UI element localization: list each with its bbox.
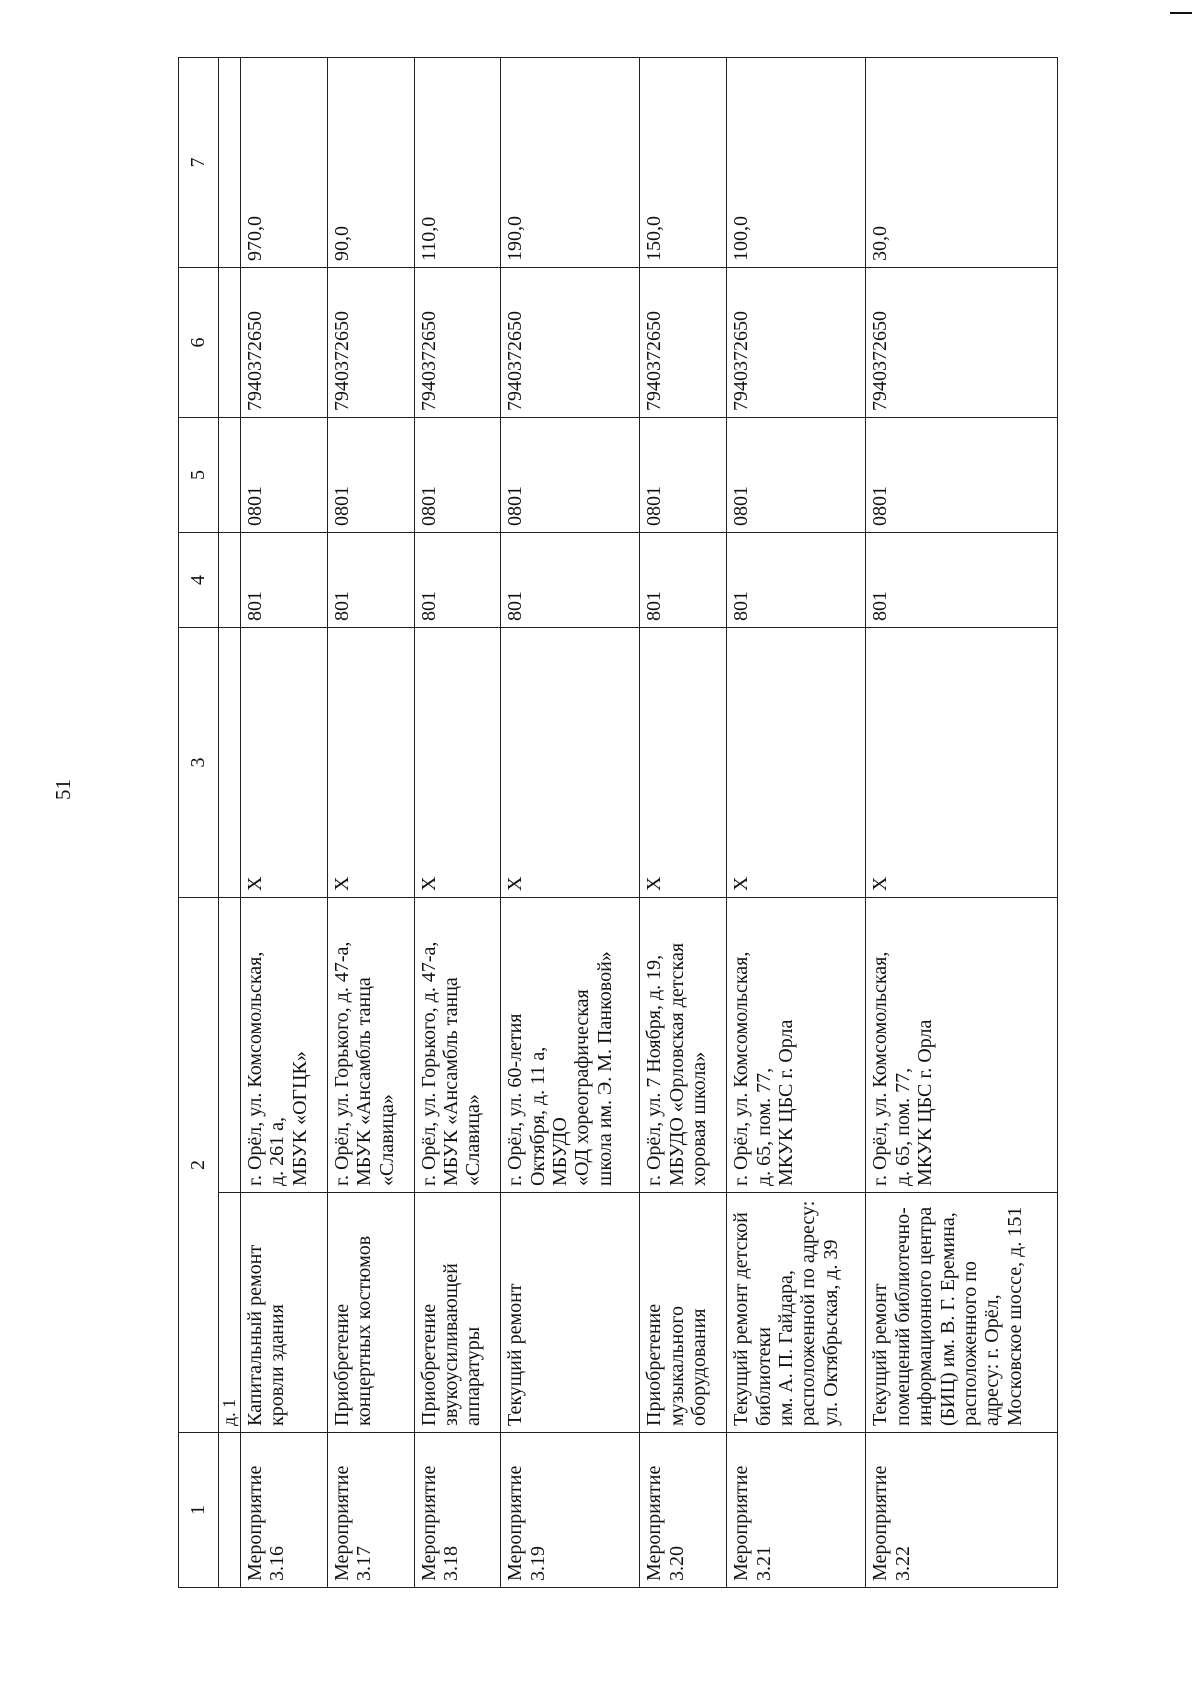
continuation-spacer — [219, 628, 241, 898]
event-address: г. Орёл, ул. 60-летия Октября, д. 11 а, МБУДО «ОД хореографическая школа им. Э. М. Панковой» — [501, 898, 640, 1193]
event-name: Текущий ремонт — [501, 1193, 640, 1433]
cell-col3: Х — [866, 628, 1058, 898]
cell-col5: 0801 — [727, 418, 866, 533]
column-number: 1 — [179, 1433, 219, 1588]
cell-col3: Х — [327, 628, 414, 898]
table-row — [414, 58, 501, 1588]
cell-col7: 150,0 — [640, 58, 727, 268]
column-number: 5 — [179, 418, 219, 533]
cell-col6: 7940372650 — [727, 268, 866, 418]
event-name: Приобретение звукоусиливающей аппаратуры — [414, 1193, 501, 1433]
cell-col4: 801 — [414, 533, 501, 628]
event-name: Капитальный ремонт кровли здания — [241, 1193, 328, 1433]
event-address: г. Орёл, ул. Горького, д. 47-а, МБУК «Ансамбль танца «Славица» — [414, 898, 501, 1193]
event-address: г. Орёл, ул. Комсомольская, д. 65, пом. 77, МКУК ЦБС г. Орла — [727, 898, 866, 1193]
cell-col6: 7940372650 — [241, 268, 328, 418]
continuation-spacer — [219, 898, 241, 1193]
continuation-row — [219, 58, 241, 1588]
column-number: 3 — [179, 628, 219, 898]
table-row — [241, 58, 328, 1588]
continuation-spacer — [219, 268, 241, 418]
cell-col3: Х — [727, 628, 866, 898]
page-number: 51 — [51, 779, 75, 800]
column-number: 4 — [179, 533, 219, 628]
event-address: г. Орёл, ул. Комсомольская, д. 261 а, МБУК «ОГЦК» — [241, 898, 328, 1193]
table-row — [640, 58, 727, 1588]
cell-col7: 30,0 — [866, 58, 1058, 268]
cell-col5: 0801 — [241, 418, 328, 533]
event-id: Мероприятие 3.16 — [241, 1433, 328, 1588]
table-row — [327, 58, 414, 1588]
continuation-spacer — [219, 58, 241, 268]
cell-col5: 0801 — [327, 418, 414, 533]
cell-col4: 801 — [501, 533, 640, 628]
cell-col5: 0801 — [414, 418, 501, 533]
cell-col3: Х — [241, 628, 328, 898]
event-name: Приобретение музыкального оборудования — [640, 1193, 727, 1433]
column-number-row — [179, 58, 219, 1588]
cell-col5: 0801 — [640, 418, 727, 533]
cell-col7: 110,0 — [414, 58, 501, 268]
event-id: Мероприятие 3.21 — [727, 1433, 866, 1588]
event-id: Мероприятие 3.18 — [414, 1433, 501, 1588]
event-name: Текущий ремонт детской библиотеки им. А. П. Гайдара, расположенной по адресу: ул. Октябрьская, д. 39 — [727, 1193, 866, 1433]
event-id: Мероприятие 3.20 — [640, 1433, 727, 1588]
cell-col7: 970,0 — [241, 58, 328, 268]
cell-col7: 100,0 — [727, 58, 866, 268]
event-name: Текущий ремонт помещений библиотечно- информационного центра (БИЦ) им. В. Г. Еремина, расположенного по адресу: г. Орёл, Московское шоссе, д. 151 — [866, 1193, 1058, 1433]
cell-col6: 7940372650 — [327, 268, 414, 418]
budget-table — [178, 57, 1058, 1588]
cell-col6: 7940372650 — [640, 268, 727, 418]
cell-col7: 90,0 — [327, 58, 414, 268]
cell-col5: 0801 — [501, 418, 640, 533]
column-number: 2 — [179, 898, 219, 1433]
event-id: Мероприятие 3.22 — [866, 1433, 1058, 1588]
cell-col4: 801 — [327, 533, 414, 628]
cell-col6: 7940372650 — [501, 268, 640, 418]
cell-col3: Х — [640, 628, 727, 898]
event-name: Приобретение концертных костюмов — [327, 1193, 414, 1433]
continuation-text: д. 1 — [219, 1193, 241, 1433]
continuation-spacer — [219, 418, 241, 533]
event-address: г. Орёл, ул. 7 Ноября, д. 19, МБУДО «Орловская детская хоровая школа» — [640, 898, 727, 1193]
column-number: 6 — [179, 268, 219, 418]
event-address: г. Орёл, ул. Горького, д. 47-а, МБУК «Ансамбль танца «Славица» — [327, 898, 414, 1193]
cell-col6: 7940372650 — [866, 268, 1058, 418]
table-row — [727, 58, 866, 1588]
event-id: Мероприятие 3.19 — [501, 1433, 640, 1588]
continuation-spacer — [219, 533, 241, 628]
cell-col5: 0801 — [866, 418, 1058, 533]
cell-col4: 801 — [241, 533, 328, 628]
table-row — [866, 58, 1058, 1588]
cell-col4: 801 — [640, 533, 727, 628]
cell-col4: 801 — [727, 533, 866, 628]
event-id: Мероприятие 3.17 — [327, 1433, 414, 1588]
cell-col3: Х — [501, 628, 640, 898]
table-row — [501, 58, 640, 1588]
edge-mark — [1170, 12, 1192, 14]
continuation-spacer — [219, 1433, 241, 1588]
cell-col3: Х — [414, 628, 501, 898]
event-address: г. Орёл, ул. Комсомольская, д. 65, пом. 77, МКУК ЦБС г. Орла — [866, 898, 1058, 1193]
cell-col6: 7940372650 — [414, 268, 501, 418]
column-number: 7 — [179, 58, 219, 268]
rotated-table-wrapper — [178, 58, 1058, 1588]
cell-col4: 801 — [866, 533, 1058, 628]
cell-col7: 190,0 — [501, 58, 640, 268]
